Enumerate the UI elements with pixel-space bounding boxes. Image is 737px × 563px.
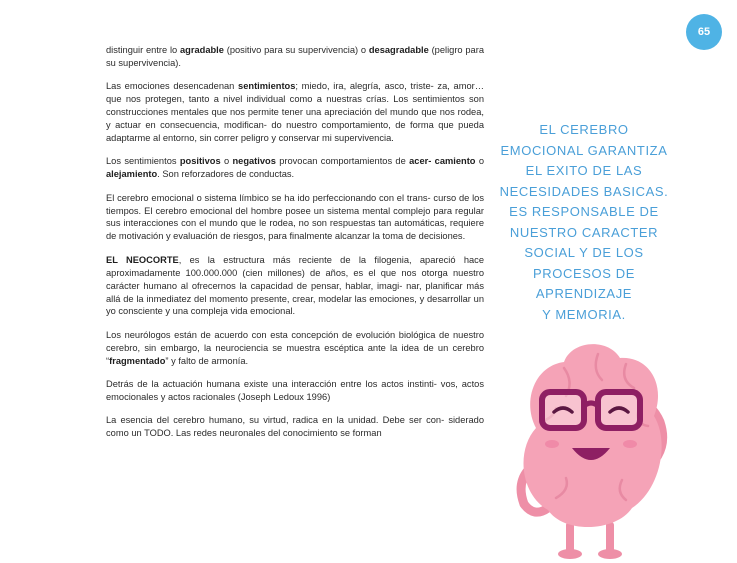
- bold-term: positivos: [179, 156, 221, 167]
- glasses-right-lens: [598, 392, 640, 428]
- body-paragraph: [106, 192, 484, 244]
- callout-line: ES RESPONSABLE DE: [509, 204, 659, 219]
- brain-body: [524, 344, 662, 527]
- paragraph-text: La esencia del cerebro humano, su virtud, radica en la unidad. Debe ser con- siderado como un TODO. Las redes neuronales del conocimiento se forman: [106, 415, 484, 439]
- body-paragraph: [106, 80, 484, 145]
- paragraph-text: Los sentimientos: [106, 156, 180, 167]
- brain-left-cheek: [545, 440, 559, 448]
- callout-line: PROCESOS DE: [533, 265, 635, 281]
- body-paragraph: [106, 155, 484, 181]
- brain-right-leg: [606, 522, 614, 554]
- bold-term: agradable: [180, 45, 224, 55]
- body-text-column: [106, 44, 484, 451]
- bold-term: acer- camiento: [409, 156, 476, 167]
- bold-term: negativos: [232, 156, 276, 167]
- brain-mascot-illustration: [500, 322, 680, 562]
- brain-right-cheek: [623, 440, 637, 448]
- paragraph-text: o: [220, 156, 233, 167]
- body-paragraph: [106, 254, 484, 319]
- paragraph-text: provocan comportamientos de: [275, 156, 410, 167]
- paragraph-text: ” y falto de armonía.: [165, 355, 249, 366]
- paragraph-text: Los neurólogos están de acuerdo con esta concepción de evolución biológica de nuestro cerebro, sin embargo, la neurociencia se muestra escéptica ante la idea de un cerebro “: [106, 329, 484, 366]
- paragraph-text: Las emociones desencadenan: [106, 81, 239, 92]
- paragraph-text: , es la estructura más reciente de la filogenia, apareció hace aproximadamente 100.000.000 (cien millones) de años, es el que nos otorga nuestro carácter humano al ofrecernos la capacidad de pensar, hablar, imagi- nar, planificar más allá de la inmediatez del momento presente, crear, modelar las emociones, y desarrollar un yo consciente y una compleja vida emocional.: [106, 254, 485, 317]
- paragraph-text: ; miedo, ira, alegría, asco, triste- za, amor… que nos protegen, tanto a nivel individual como a nuestras crías. Los sentimientos son construcciones mentales que nos permite tener una apreciación del mundo que nos rodea, y actuar en consecuencia, modifican- do nuestro comportamiento, de forma que pueda adaptarme al entorno, sin correr peligro y conservar mi supervivencia.: [106, 81, 485, 143]
- callout-line: NECESIDADES BASICAS.: [499, 183, 669, 199]
- callout-quote: [494, 120, 674, 325]
- callout-line: EL CEREBRO: [539, 122, 629, 137]
- callout-line: EL EXITO DE LAS: [525, 163, 643, 178]
- brain-left-leg: [566, 522, 574, 554]
- paragraph-text: Detrás de la actuación humana existe una interacción entre los actos instinti- vos, actos emocionales y actos racionales (Joseph Ledoux 1996): [106, 379, 484, 402]
- glasses-left-lens: [542, 392, 584, 428]
- bold-term: sentimientos: [238, 81, 296, 92]
- page-number-badge: [686, 14, 722, 50]
- body-paragraph: [106, 44, 484, 70]
- paragraph-text: El cerebro emocional o sistema límbico se ha ido perfeccionando con el trans- curso de los tiempos. El cerebro emocional del hombre posee un sistema mental complejo para regular sus interacciones con el mundo que le rodea, no son respuestas tan automáticas, requiere de motivación y evaluación de riesgos, para finalmente alcanzar la toma de decisiones.: [106, 192, 484, 242]
- paragraph-text: (positivo para su supervivencia) o: [223, 45, 369, 55]
- body-paragraph: [106, 329, 484, 368]
- callout-line: Y MEMORIA.: [542, 306, 626, 322]
- callout-line: SOCIAL Y DE LOS: [524, 245, 644, 260]
- bold-term: fragmentado: [109, 355, 166, 366]
- paragraph-text: distinguir entre lo: [106, 45, 181, 55]
- paragraph-text: . Son reforzadores de conductas.: [157, 169, 295, 180]
- callout-line: APRENDIZAJE: [535, 286, 633, 301]
- body-paragraph: [106, 414, 484, 440]
- bold-term: EL NEOCORTE: [106, 254, 179, 265]
- page-number: 65: [697, 26, 711, 38]
- body-paragraph: [106, 378, 484, 404]
- glasses-bridge: [584, 403, 598, 406]
- callout-line: EMOCIONAL GARANTIZA: [500, 142, 668, 158]
- paragraph-text: o: [475, 156, 484, 167]
- callout-line: NUESTRO CARACTER: [509, 224, 659, 240]
- bold-term: desagradable: [368, 45, 429, 55]
- bold-term: alejamiento: [106, 169, 158, 180]
- paragraph-text: (peligro para su supervivencia).: [106, 45, 484, 68]
